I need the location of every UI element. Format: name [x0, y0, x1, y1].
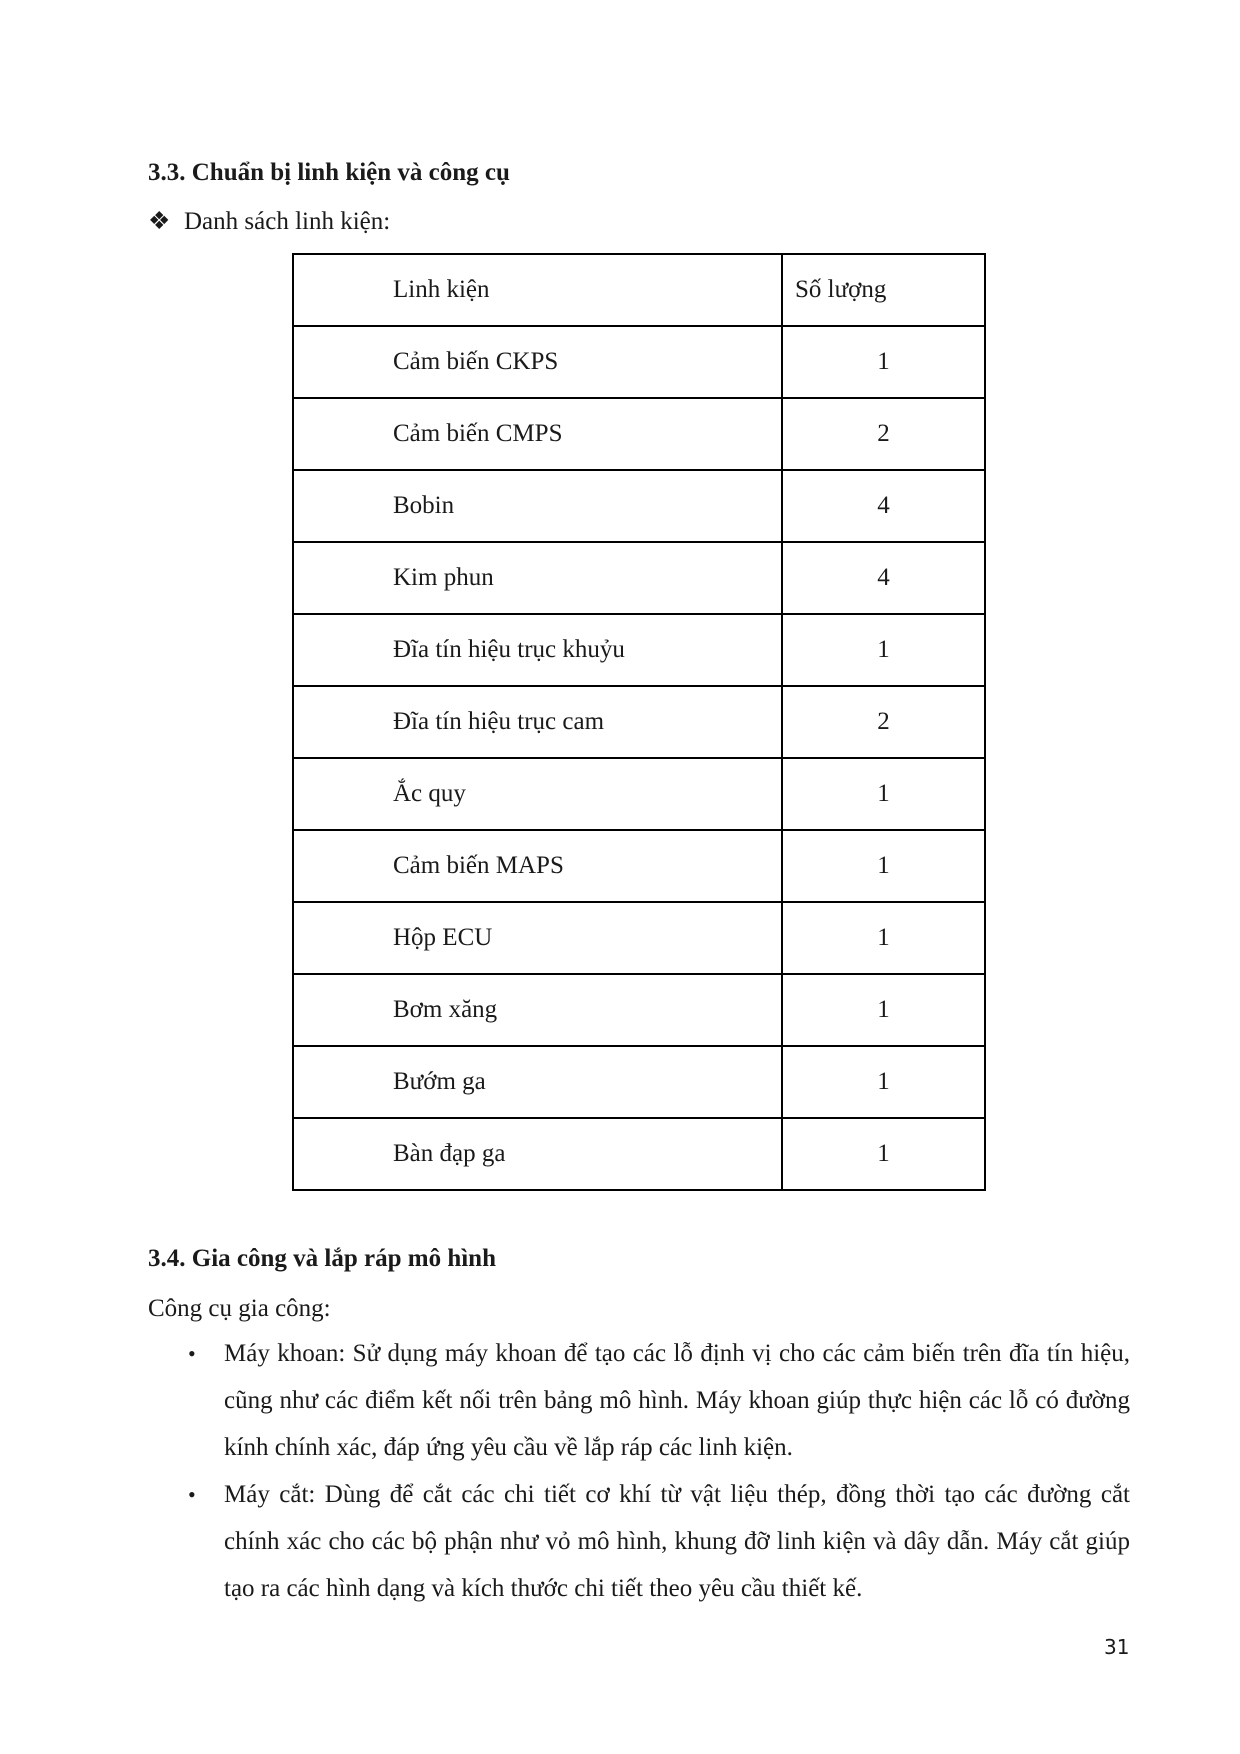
part-qty-cell: 1 — [782, 1046, 985, 1118]
part-qty-cell: 1 — [782, 326, 985, 398]
part-qty-cell: 4 — [782, 470, 985, 542]
part-qty-cell: 2 — [782, 686, 985, 758]
part-name-cell: Bướm ga — [293, 1046, 782, 1118]
part-qty-cell: 2 — [782, 398, 985, 470]
table-row — [293, 1118, 985, 1190]
part-name-cell: Bàn đạp ga — [293, 1118, 782, 1190]
list-item — [148, 1330, 1130, 1471]
part-qty-cell: 1 — [782, 758, 985, 830]
table-row — [293, 326, 985, 398]
section-heading-3-4: 3.4. Gia công và lắp ráp mô hình — [148, 1245, 496, 1272]
part-name-cell: Kim phun — [293, 542, 782, 614]
table-row — [293, 758, 985, 830]
part-qty-cell: 1 — [782, 830, 985, 902]
part-qty-cell: 4 — [782, 542, 985, 614]
tools-list — [148, 1330, 1130, 1612]
table-row — [293, 1046, 985, 1118]
part-qty-cell: 1 — [782, 1118, 985, 1190]
part-qty-cell: 1 — [782, 974, 985, 1046]
part-name-cell: Hộp ECU — [293, 902, 782, 974]
part-name-cell: Cảm biến CKPS — [293, 326, 782, 398]
table-row — [293, 542, 985, 614]
parts-table — [292, 253, 986, 1191]
table-row — [293, 686, 985, 758]
list-item-text: Máy cắt: Dùng để cắt các chi tiết cơ khí từ vật liệu thép, đồng thời tạo các đường cắt chính xác cho các bộ phận như vỏ mô hình, khung đỡ linh kiện và dây dẫn. Máy cắt giúp tạo ra các hình dạng và kích thước chi tiết theo yêu cầu thiết kế. — [224, 1481, 1130, 1602]
part-name-cell: Cảm biến CMPS — [293, 398, 782, 470]
table-row — [293, 902, 985, 974]
part-name-cell: Cảm biến MAPS — [293, 830, 782, 902]
diamond-bullet-icon: ❖ — [148, 208, 171, 235]
bullet-icon: • — [188, 1482, 196, 1507]
table-row — [293, 470, 985, 542]
list-item-text: Máy khoan: Sử dụng máy khoan để tạo các lỗ định vị cho các cảm biến trên đĩa tín hiệu, cũng như các điểm kết nối trên bảng mô hình. Máy khoan giúp thực hiện các lỗ có đường kính chính xác, đáp ứng yêu cầu về lắp ráp các linh kiện. — [224, 1340, 1130, 1461]
bullet-icon: • — [188, 1341, 196, 1366]
list-item — [148, 1471, 1130, 1612]
table-row — [293, 614, 985, 686]
parts-list-intro-text: Danh sách linh kiện: — [184, 208, 391, 235]
part-name-cell: Bobin — [293, 470, 782, 542]
parts-list-intro — [148, 206, 390, 236]
part-name-cell: Bơm xăng — [293, 974, 782, 1046]
part-qty-cell: 1 — [782, 902, 985, 974]
header-cell-qty: Số lượng — [782, 254, 985, 326]
part-name-cell: Đĩa tín hiệu trục cam — [293, 686, 782, 758]
part-qty-cell: 1 — [782, 614, 985, 686]
page-number: 31 — [1104, 1635, 1130, 1659]
table-row — [293, 398, 985, 470]
header-cell-name: Linh kiện — [293, 254, 782, 326]
section-heading-3-3: 3.3. Chuẩn bị linh kiện và công cụ — [148, 159, 510, 186]
part-name-cell: Ắc quy — [293, 758, 782, 830]
tools-intro: Công cụ gia công: — [148, 1295, 331, 1322]
part-name-cell: Đĩa tín hiệu trục khuỷu — [293, 614, 782, 686]
table-row — [293, 974, 985, 1046]
table-row — [293, 830, 985, 902]
table-header-row — [293, 254, 985, 326]
